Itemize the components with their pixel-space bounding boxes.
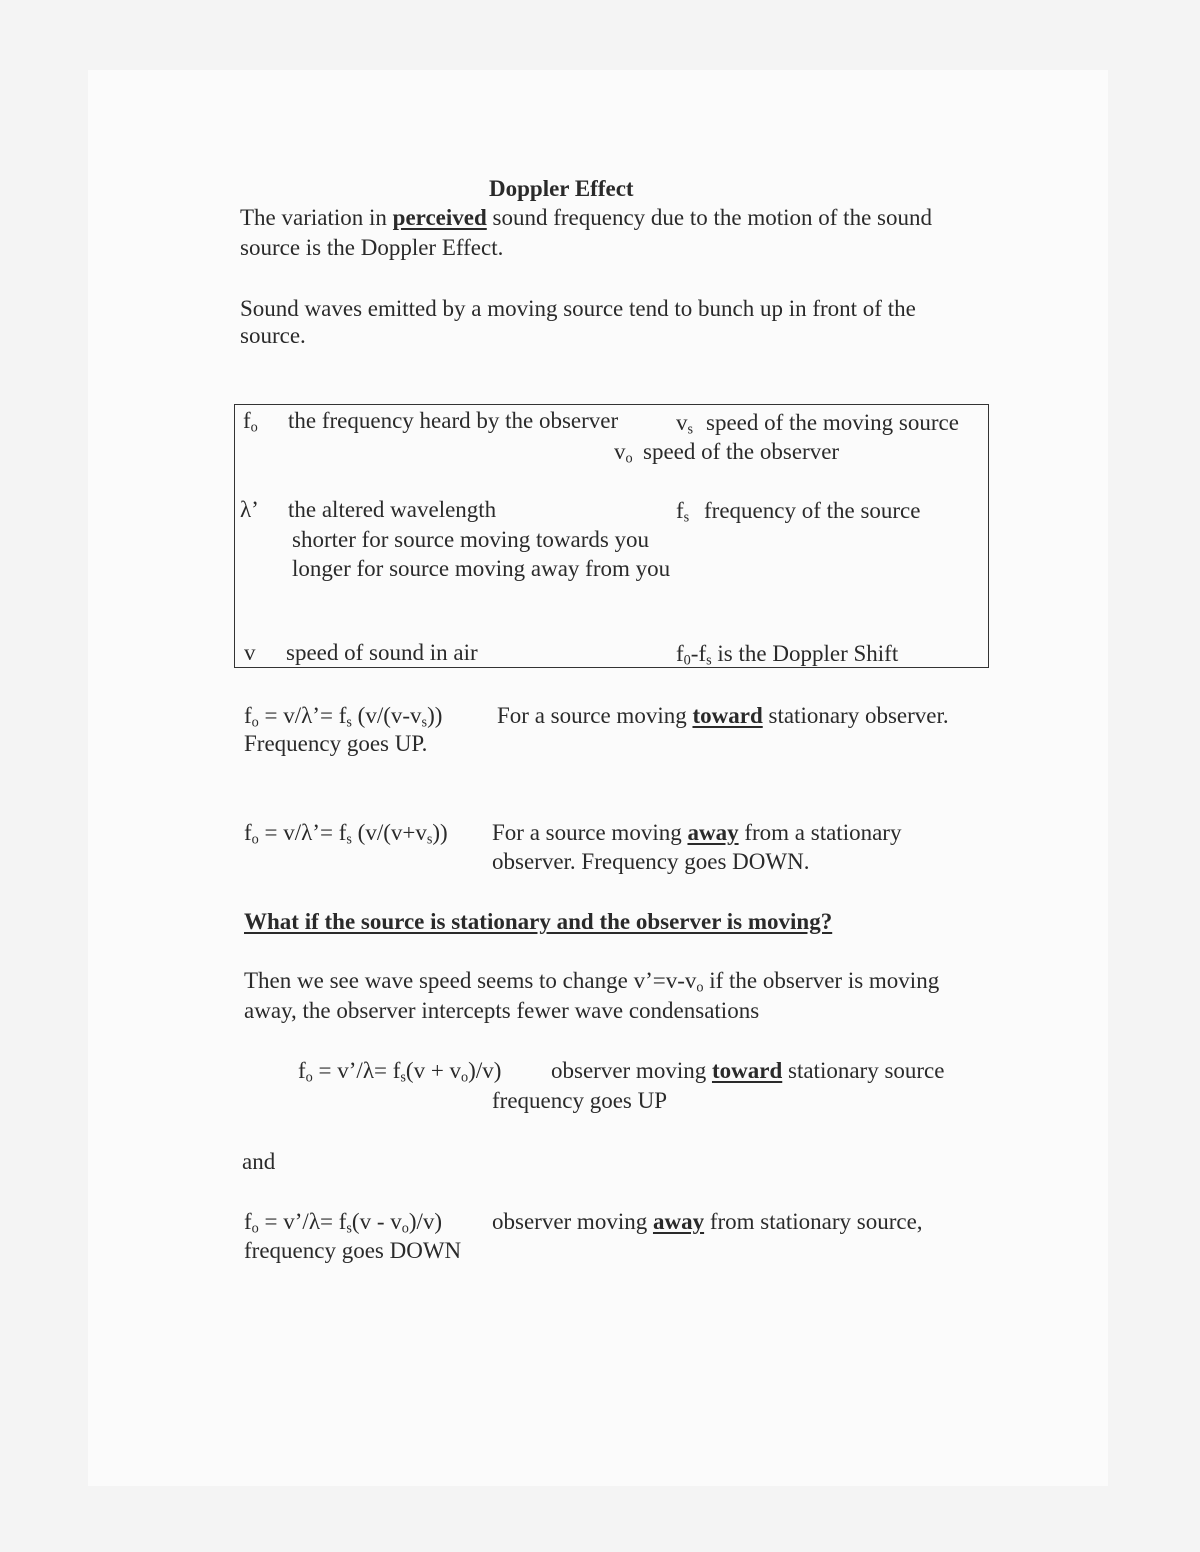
- result-observer-away: frequency goes DOWN: [244, 1238, 462, 1263]
- def-doppler-shift: $f_0-f_s$ is the Doppler Shift: [676, 641, 899, 669]
- eq-source-away: $f_o$ = v/λ’= $f_s$ $(v/(v+v_s))$: [244, 820, 448, 848]
- perceived-emphasis: perceived: [392, 205, 487, 230]
- def-fs-text: frequency of the source: [704, 498, 921, 523]
- desc-source-toward: For a source moving toward stationary observer.: [497, 703, 949, 728]
- eq-source-toward: $f_o$ = v/λ’= $f_s$ $(v/(v-v_s))$: [244, 703, 443, 731]
- intro-line-2: source is the Doppler Effect.: [240, 235, 504, 260]
- def-vo-symbol: $v_o$: [614, 439, 633, 467]
- toward-emphasis: toward: [692, 703, 763, 728]
- def-fo-symbol: $f_o$: [243, 408, 258, 436]
- paper-sheet: [88, 70, 1108, 1486]
- result-source-toward: Frequency goes UP.: [244, 731, 428, 756]
- def-v-symbol: v: [244, 640, 256, 665]
- observer-question-heading: What if the source is stationary and the observer is moving?: [244, 909, 833, 934]
- desc-source-away-line-2: observer. Frequency goes DOWN.: [492, 849, 810, 874]
- eq-observer-away: $f_o$ = v’/λ= $f_s(v - v_o)/v$): [244, 1209, 443, 1237]
- desc-observer-toward: observer moving toward stationary source: [551, 1058, 945, 1083]
- def-v-text: speed of sound in air: [286, 640, 478, 665]
- desc-observer-away: observer moving away from stationary source,: [492, 1209, 923, 1234]
- def-vo-text: speed of the observer: [643, 439, 840, 464]
- def-fs-symbol: $f_s$: [676, 498, 690, 526]
- def-fo-text: the frequency heard by the observer: [288, 408, 619, 433]
- def-lambda-longer: longer for source moving away from you: [292, 556, 671, 581]
- def-vs-text: speed of the moving source: [706, 410, 959, 435]
- observer-intro-line-2: away, the observer intercepts fewer wave condensations: [244, 998, 760, 1023]
- toward-emphasis-2: toward: [711, 1058, 783, 1083]
- intro-p2-line-1: Sound waves emitted by a moving source tend to bunch up in front of the: [240, 296, 916, 321]
- def-lambda-shorter: shorter for source moving towards you: [292, 527, 650, 552]
- desc-source-away: For a source moving away from a stationary: [492, 820, 902, 845]
- def-lambda-symbol: λ’: [240, 497, 259, 522]
- intro-p2-line-2: source.: [240, 323, 306, 348]
- and-connector: and: [242, 1149, 276, 1174]
- eq-observer-toward: $f_o$ = v’/λ= $f_s(v + v_o)/v$): [298, 1058, 502, 1086]
- observer-intro-line-1: Then we see wave speed seems to change $v’=v-v_o$ if the observer is moving: [244, 968, 940, 996]
- page-title: Doppler Effect: [489, 176, 634, 201]
- def-lambda-text: the altered wavelength: [288, 497, 497, 522]
- away-emphasis-2: away: [652, 1209, 705, 1234]
- result-observer-toward: frequency goes UP: [492, 1088, 668, 1113]
- def-vs-symbol: $v_s$: [676, 410, 694, 438]
- away-emphasis: away: [687, 820, 739, 845]
- intro-line-1: The variation in perceived sound frequency due to the motion of the sound: [240, 205, 932, 230]
